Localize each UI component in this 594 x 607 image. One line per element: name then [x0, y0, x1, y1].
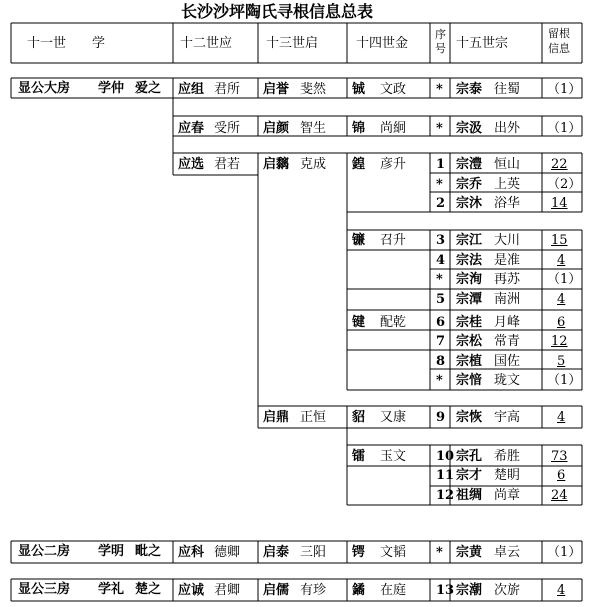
gen13-name: 启黐 [263, 157, 290, 172]
gen15-name: 宗乔 [456, 177, 483, 192]
gen14-name: 鐍 [352, 583, 366, 598]
seq-number: * [436, 272, 443, 287]
gen14-name: 貂 [352, 410, 366, 425]
header-msg: 留根信息 [548, 27, 570, 55]
gen12-style-name: 君所 [214, 82, 241, 97]
gen14-style-name: 玉文 [380, 449, 407, 464]
seq-number: * [436, 545, 443, 560]
header-seq: 序号 [435, 28, 446, 55]
gen14-style-name: 配乾 [380, 315, 407, 330]
gen14-name: 锦 [352, 121, 366, 136]
seq-number: 6 [436, 315, 446, 330]
seq-number: 4 [436, 253, 446, 268]
gen12-name: 应选 [178, 157, 205, 172]
seq-number: 11 [436, 468, 455, 483]
header-g11: 十一世 学 [27, 36, 106, 51]
gen14-name: 镭 [352, 449, 366, 464]
seq-number: 2 [436, 196, 446, 211]
gen15-name: 宗愔 [456, 373, 483, 388]
gen15-name: 宗洵 [456, 272, 483, 287]
gen15-name: 宗江 [456, 233, 483, 248]
seq-number: * [436, 121, 443, 136]
root-info: （1） [547, 121, 582, 136]
gen14-name: 鍠 [352, 157, 366, 172]
house-name: 显公二房 [18, 544, 71, 559]
gen15-style-name: 往蜀 [494, 82, 521, 97]
gen12-style-name: 德卿 [214, 545, 241, 560]
gen12-style-name: 君若 [214, 157, 241, 172]
root-info: 4 [557, 583, 566, 598]
gen15-name: 宗泰 [456, 82, 483, 97]
seq-number: 10 [436, 449, 455, 464]
gen13-style-name: 正恒 [300, 410, 327, 425]
gen15-name: 祖绸 [456, 488, 483, 503]
gen15-style-name: 大川 [494, 233, 521, 248]
root-info: （1） [547, 82, 582, 97]
gen15-style-name: 希胜 [494, 449, 521, 464]
root-info: 4 [557, 253, 566, 268]
seq-number: 7 [436, 334, 446, 349]
gen15-name: 宗植 [456, 354, 483, 369]
gen13-name: 启儒 [263, 583, 290, 598]
gen15-name: 宗黄 [456, 545, 483, 560]
gen12-style-name: 君卿 [214, 583, 241, 598]
gen15-name: 宗澧 [456, 157, 483, 172]
gen15-name: 宗潮 [456, 583, 483, 598]
gen15-style-name: 是准 [494, 253, 521, 268]
header-g13: 十三世启 [266, 36, 319, 51]
gen15-style-name: 月峰 [494, 315, 521, 330]
header-g12: 十二世应 [180, 36, 233, 51]
gen12-name: 应科 [178, 545, 205, 560]
gen14-name: 镰 [352, 233, 366, 248]
seq-number: 5 [436, 292, 446, 307]
gen15-style-name: 常青 [494, 334, 521, 349]
gen14-style-name: 尚絅 [380, 121, 407, 136]
gen15-style-name: 宇高 [494, 410, 521, 425]
gen13-style-name: 克成 [300, 157, 327, 172]
root-info: 6 [557, 315, 566, 330]
gen13-name: 启颜 [263, 121, 290, 136]
header-g14: 十四世金 [356, 36, 409, 51]
seq-number: * [436, 373, 443, 388]
gen14-style-name: 在庭 [380, 583, 407, 598]
gen15-style-name: 珑文 [494, 373, 521, 388]
header-g15: 十五世宗 [456, 36, 509, 51]
gen13-name: 启鼎 [263, 410, 290, 425]
gen15-name: 宗松 [456, 334, 483, 349]
root-info: （1） [547, 272, 582, 287]
seq-number: 9 [436, 410, 446, 425]
gen14-style-name: 文政 [380, 82, 407, 97]
gen15-name: 宗沐 [456, 196, 483, 211]
gen15-style-name: 国佐 [494, 354, 521, 369]
gen14-style-name: 文韬 [380, 545, 407, 560]
root-info: （2） [547, 177, 582, 192]
root-info: （1） [547, 545, 582, 560]
gen15-style-name: 浴华 [494, 196, 521, 211]
gen13-style-name: 三阳 [300, 545, 327, 560]
seq-number: 3 [436, 233, 446, 248]
root-info: 22 [551, 157, 568, 172]
root-info: 24 [551, 488, 568, 503]
gen12-name: 应春 [178, 121, 205, 136]
root-info: 12 [551, 334, 568, 349]
seq-number: * [436, 82, 443, 97]
gen13-style-name: 智生 [300, 121, 327, 136]
gen14-name: 键 [352, 315, 366, 330]
gen15-name: 宗孔 [456, 449, 483, 464]
gen11-style-name: 楚之 [135, 582, 162, 597]
gen13-name: 启誉 [263, 82, 290, 97]
gen15-name: 宗恢 [456, 410, 483, 425]
gen11-name: 学明 [98, 544, 125, 559]
seq-number: 1 [436, 157, 446, 172]
gen15-name: 宗才 [456, 468, 483, 483]
gen12-name: 应组 [178, 82, 205, 97]
root-info: 14 [551, 196, 568, 211]
gen14-name: 锷 [352, 545, 366, 560]
gen13-style-name: 有珍 [300, 583, 327, 598]
gen11-name: 学礼 [98, 582, 125, 597]
root-info: 15 [551, 233, 568, 248]
gen15-style-name: 次旂 [494, 583, 521, 598]
gen11-style-name: 爱之 [135, 81, 162, 96]
gen14-style-name: 召升 [380, 233, 407, 248]
gen14-name: 铖 [352, 82, 366, 97]
root-info: 4 [557, 292, 566, 307]
gen15-name: 宗潭 [456, 292, 483, 307]
gen11-name: 学仲 [98, 81, 125, 96]
gen11-style-name: 毗之 [135, 544, 162, 559]
root-info: 73 [551, 449, 568, 464]
gen14-style-name: 彦升 [380, 157, 407, 172]
gen15-name: 宗桂 [456, 315, 483, 330]
gen15-style-name: 尚章 [494, 488, 521, 503]
seq-number: 12 [436, 488, 455, 503]
seq-number: 8 [436, 354, 446, 369]
gen15-name: 宗汲 [456, 121, 483, 136]
gen13-style-name: 斐然 [300, 82, 327, 97]
seq-number: * [436, 177, 443, 192]
page-title: 长沙沙坪陶氏寻根信息总表 [181, 2, 374, 21]
house-name: 显公大房 [18, 81, 71, 96]
root-info: 6 [557, 468, 566, 483]
gen14-style-name: 又康 [380, 410, 407, 425]
gen13-name: 启泰 [263, 545, 290, 560]
root-info: 5 [557, 354, 566, 369]
root-info: （1） [547, 373, 582, 388]
gen15-style-name: 恒山 [494, 157, 521, 172]
gen15-name: 宗法 [456, 253, 483, 268]
gen15-style-name: 卓云 [494, 545, 521, 560]
gen15-style-name: 楚眀 [494, 468, 521, 483]
gen15-style-name: 南洲 [494, 292, 521, 307]
house-name: 显公三房 [18, 582, 71, 597]
gen15-style-name: 出外 [494, 121, 521, 136]
gen12-style-name: 受所 [214, 121, 241, 136]
root-info: 4 [557, 410, 566, 425]
gen12-name: 应诚 [178, 583, 205, 598]
seq-number: 13 [436, 583, 455, 598]
gen15-style-name: 再苏 [494, 272, 521, 287]
gen15-style-name: 上英 [494, 177, 521, 192]
